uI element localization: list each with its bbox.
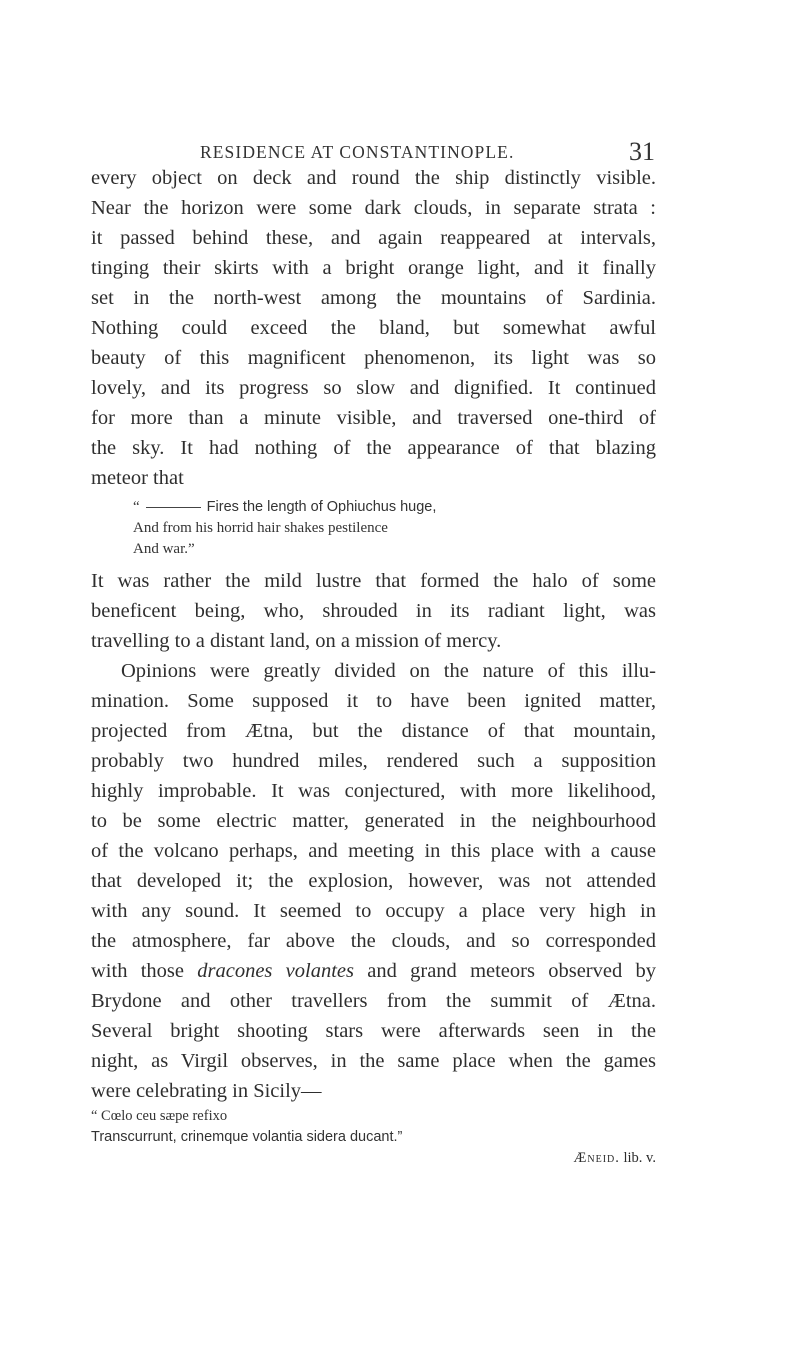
text-line: set in the north-west among the mountains of Sardinia. xyxy=(91,287,656,309)
text-line: Brydone and other travellers from the summit of Ætna. xyxy=(91,990,656,1012)
text-line: beneficent being, who, shrouded in its radiant light, was xyxy=(91,600,656,622)
text-line: mination. Some supposed it to have been ignited matter, xyxy=(91,690,656,712)
paragraph-2 xyxy=(91,566,656,656)
text-run: with those xyxy=(91,960,198,982)
text-line: lovely, and its progress so slow and dignified. It continued xyxy=(91,377,656,399)
text-line: that developed it; the explosion, however, was not attended xyxy=(91,870,656,892)
verse-line: And from his horrid hair shakes pestilence xyxy=(133,520,388,536)
verse-quotation xyxy=(91,497,656,560)
text-line: travelling to a distant land, on a mission of mercy. xyxy=(91,630,502,652)
text-line: it passed behind these, and again reappeared at intervals, xyxy=(91,227,656,249)
text-line: It was rather the mild lustre that formed the halo of some xyxy=(91,570,656,592)
verse-line: And war.” xyxy=(133,541,195,557)
page-number: 31 xyxy=(629,137,655,166)
text-line: with any sound. It seemed to occupy a place very high in xyxy=(91,900,656,922)
text-line: the sky. It had nothing of the appearance of that blazing xyxy=(91,437,656,459)
italic-phrase: dracones volantes xyxy=(197,960,354,982)
text-line: every object on deck and round the ship distinctly visible. xyxy=(91,167,656,189)
text-line: of the volcano perhaps, and meeting in this place with a cause xyxy=(91,840,656,862)
citation xyxy=(91,1148,656,1169)
text-line: Nothing could exceed the bland, but somewhat awful xyxy=(91,317,656,339)
text-line: tinging their skirts with a bright orange light, and it finally xyxy=(91,257,656,279)
text-line: night, as Virgil observes, in the same place when the games xyxy=(91,1050,656,1072)
text-line: Near the horizon were some dark clouds, in separate strata : xyxy=(91,197,656,219)
text-run: and grand meteors observed by xyxy=(354,960,656,982)
latin-quotation xyxy=(91,1106,656,1169)
page-body xyxy=(91,163,656,1169)
text-line: for more than a minute visible, and traversed one-third of xyxy=(91,407,656,429)
text-line: the atmosphere, far above the clouds, and so corresponded xyxy=(91,930,656,952)
em-dash-rule xyxy=(146,507,201,508)
paragraph-3 xyxy=(91,656,656,1106)
text-line: to be some electric matter, generated in the neighbourhood xyxy=(91,810,656,832)
verse-line xyxy=(91,497,656,518)
text-line: meteor that xyxy=(91,467,184,489)
verse-text: Fires the length of Ophiuchus huge, xyxy=(206,499,437,515)
text-line: probably two hundred miles, rendered such a supposition xyxy=(91,750,656,772)
text-line: Opinions were greatly divided on the nature of this illu- xyxy=(121,660,656,682)
citation-ref: lib. v. xyxy=(619,1150,656,1166)
text-line: highly improbable. It was conjectured, with more likelihood, xyxy=(91,780,656,802)
text-line: projected from Ætna, but the distance of that mountain, xyxy=(91,720,656,742)
text-line: were celebrating in Sicily— xyxy=(91,1080,322,1102)
paragraph-1 xyxy=(91,163,656,493)
citation-source: Æneid. xyxy=(573,1150,620,1166)
latin-line: Transcurrunt, crinemque volantia sidera ducant.” xyxy=(91,1129,403,1145)
text-line: Several bright shooting stars were afterwards seen in the xyxy=(91,1020,656,1042)
running-head: RESIDENCE AT CONSTANTINOPLE. xyxy=(200,142,515,162)
text-line xyxy=(91,956,656,986)
open-quote: “ xyxy=(133,499,140,515)
latin-line: “ Cœlo ceu sæpe refixo xyxy=(91,1108,228,1124)
text-line: beauty of this magnificent phenomenon, its light was so xyxy=(91,347,656,369)
